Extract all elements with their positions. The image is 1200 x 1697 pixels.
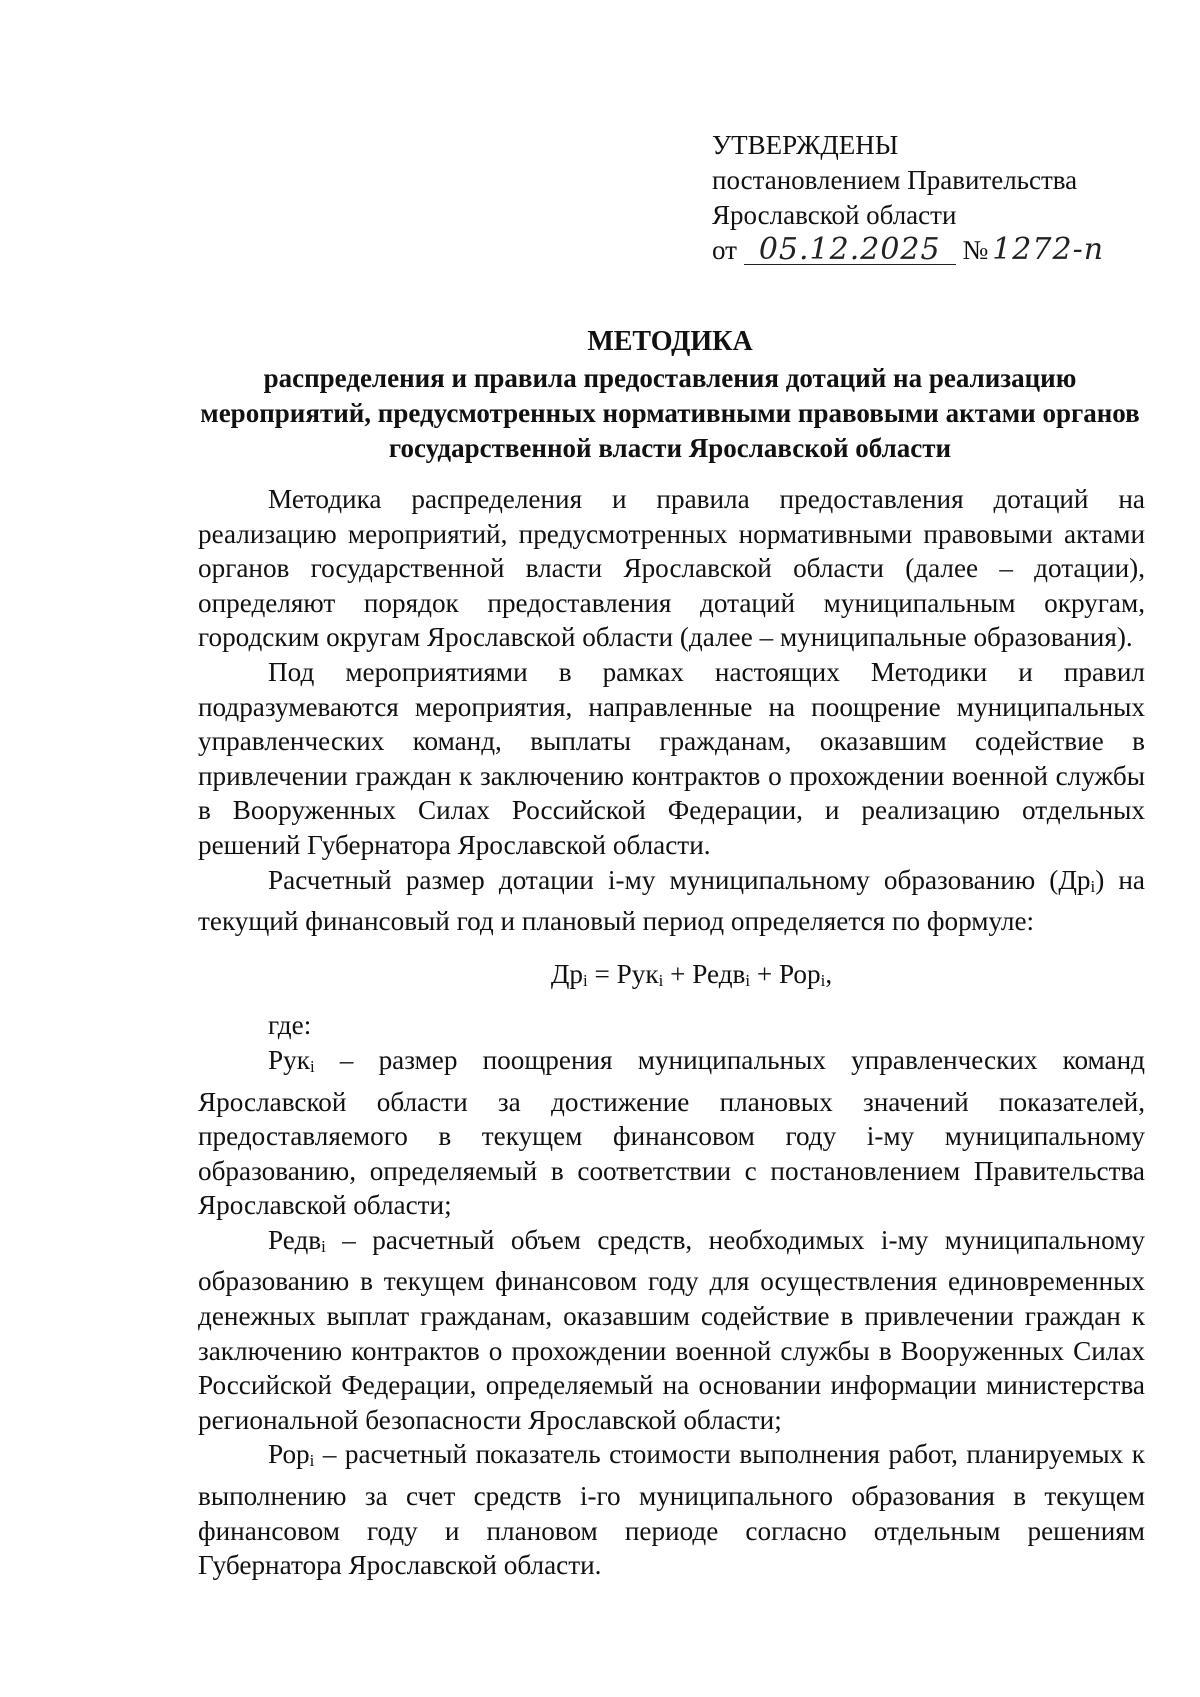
approval-title: УТВЕРЖДЕНЫ	[712, 130, 899, 160]
handwritten-date: 05.12.2025	[744, 236, 956, 265]
definition-redv: Редв$_i$ – расчетный объем средств, необходимых i-му муниципальному образованию в текущем финансовом году для осуществления единовременных денежных выплат гражданам, оказавшим содействие в привлечении граждан к заключению контрактов о прохождении военной службы в Вооруженных Силах Российской Федерации, определяемый на основании информации министерства региональной безопасности Ярославской области;	[198, 1224, 1145, 1435]
document-subtitle: распределения и правила предоставления дотаций на реализацию мероприятий, предусмотренных нормативными правовыми актами органов государственной власти Ярославской области	[200, 363, 1140, 463]
approval-stamp	[712, 128, 1110, 268]
definition-ruk: Рук$_i$ – размер поощрения муниципальных управленческих команд Ярославской области за достижение плановых значений показателей, предоставляемого в текущем финансовом году i-му муниципальному образованию, определяемый в соответствии с постановлением Правительства Ярославской области;	[198, 1044, 1145, 1221]
approval-line-1: постановлением Правительства	[712, 165, 1078, 195]
document-body	[198, 482, 1145, 1583]
paragraph-calculation: Расчетный размер дотации i-му муниципальному образованию $(Др_i)$ на текущий финансовый год и плановый период определяется по формуле:	[198, 864, 1146, 937]
handwritten-number: 1272-п	[992, 232, 1105, 267]
definition-ror: Рор$_i$ – расчетный показатель стоимости выполнения работ, планируемых к выполнению за счет средств i-го муниципального образования в текущем финансовом году и плановом периоде согласно отдельным решениям Губернатора Ярославской области.	[198, 1439, 1145, 1581]
formula: $Др_i = Рук_i$ + Редв$_i$ + Рор$_i$,	[550, 958, 833, 990]
paragraph-intro: Методика распределения и правила предоставления дотаций на реализацию мероприятий, предусмотренных нормативными правовыми актами органов государственной власти Ярославской области (далее – дотации), определяют порядок предоставления дотаций муниципальным округам, городским округам Ярославской области (далее – муниципальные образования).	[198, 484, 1145, 653]
document-title: МЕТОДИКА	[587, 326, 753, 357]
date-prefix: от	[712, 235, 737, 265]
paragraph-measures: Под мероприятиями в рамках настоящих Методики и правил подразумеваются мероприятия, направленные на поощрение муниципальных управленческих команд, выплаты гражданам, оказавшим содействие в привлечении граждан к заключению контрактов о прохождении военной службы в Вооруженных Силах Российской Федерации, и реализацию отдельных решений Губернатора Ярославской области.	[198, 656, 1145, 860]
where-label: где:	[268, 1010, 312, 1041]
approval-date-line	[712, 233, 1110, 268]
document-heading	[200, 324, 1140, 466]
number-prefix: №	[962, 235, 989, 265]
approval-line-2: Ярославской области	[712, 200, 957, 230]
